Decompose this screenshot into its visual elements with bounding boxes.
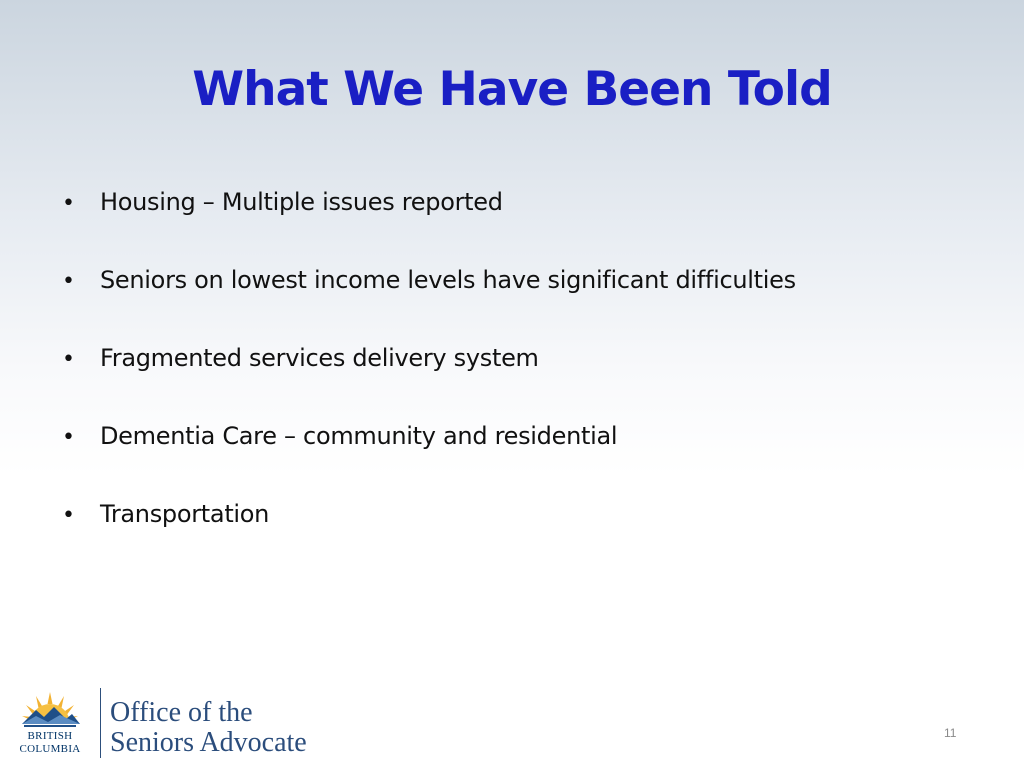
bullet-marker: •	[62, 503, 75, 528]
bullet-marker: •	[62, 425, 75, 450]
organization-name-line1: Office of the	[110, 697, 253, 728]
bullet-text: Seniors on lowest income levels have significant difficulties	[100, 266, 796, 294]
bullet-text: Housing – Multiple issues reported	[100, 188, 503, 216]
bullet-text: Dementia Care – community and residential	[100, 422, 618, 450]
bullet-marker: •	[62, 347, 75, 372]
bc-wordmark-line1: BRITISH	[27, 730, 73, 742]
bc-wordmark	[8, 730, 92, 756]
bullet-item	[62, 344, 796, 422]
bullet-list	[62, 188, 796, 578]
bullet-item	[62, 422, 796, 500]
logo-divider	[100, 688, 101, 758]
organization-name-line2: Seniors Advocate	[110, 727, 307, 758]
slide-title: What We Have Been Told	[192, 62, 832, 117]
page-number: 11	[944, 726, 957, 740]
bullet-text: Transportation	[100, 500, 270, 528]
bullet-text: Fragmented services delivery system	[100, 344, 539, 372]
bullet-item	[62, 188, 796, 266]
bullet-item	[62, 500, 796, 578]
bullet-item	[62, 266, 796, 344]
bullet-marker: •	[62, 191, 75, 216]
footer-logo-block	[8, 686, 338, 762]
bc-wordmark-line2: COLUMBIA	[19, 743, 81, 755]
organization-name	[110, 698, 307, 758]
bullet-marker: •	[62, 269, 75, 294]
